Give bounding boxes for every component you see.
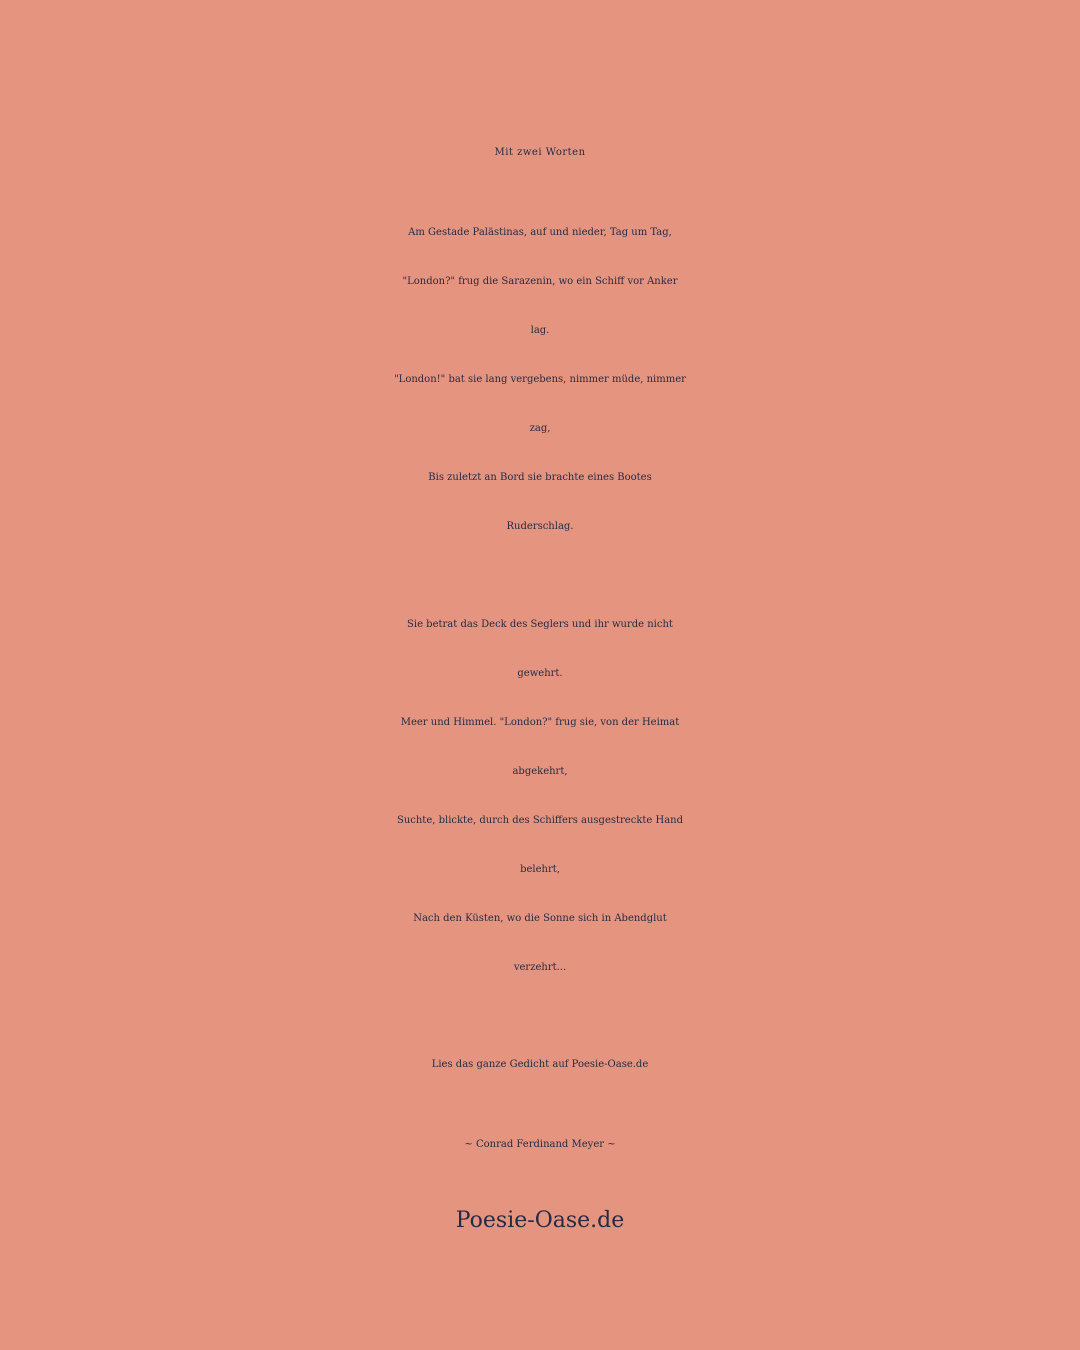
poem-line: zag, xyxy=(529,423,551,434)
poem-line: lag. xyxy=(530,325,550,336)
poem-author: ~ Conrad Ferdinand Meyer ~ xyxy=(464,1139,616,1150)
read-more-text: Lies das ganze Gedicht auf Poesie-Oase.de xyxy=(431,1059,649,1070)
poem-line: belehrt, xyxy=(520,864,560,875)
poem-line: "London!" bat sie lang vergebens, nimmer müde, nimmer xyxy=(394,374,686,385)
poem-title: Mit zwei Worten xyxy=(494,147,586,158)
poem-line: abgekehrt, xyxy=(512,766,568,777)
poem-line: "London?" frug die Sarazenin, wo ein Schiff vor Anker xyxy=(402,276,678,287)
poem-line: Suchte, blickte, durch des Schiffers ausgestreckte Hand xyxy=(396,815,684,826)
poem-line: verzehrt... xyxy=(513,962,567,973)
site-watermark: Poesie-Oase.de xyxy=(455,1208,625,1233)
poem-line: gewehrt. xyxy=(517,668,563,679)
poem-line: Meer und Himmel. "London?" frug sie, von der Heimat xyxy=(400,717,680,728)
poem-line: Sie betrat das Deck des Seglers und ihr wurde nicht xyxy=(407,619,673,630)
poem-line: Nach den Küsten, wo die Sonne sich in Abendglut xyxy=(413,913,667,924)
poem-line: Bis zuletzt an Bord sie brachte eines Bootes xyxy=(428,472,652,483)
poem-line: Ruderschlag. xyxy=(506,521,574,532)
poem-line: Am Gestade Palästinas, auf und nieder, Tag um Tag, xyxy=(408,227,672,238)
